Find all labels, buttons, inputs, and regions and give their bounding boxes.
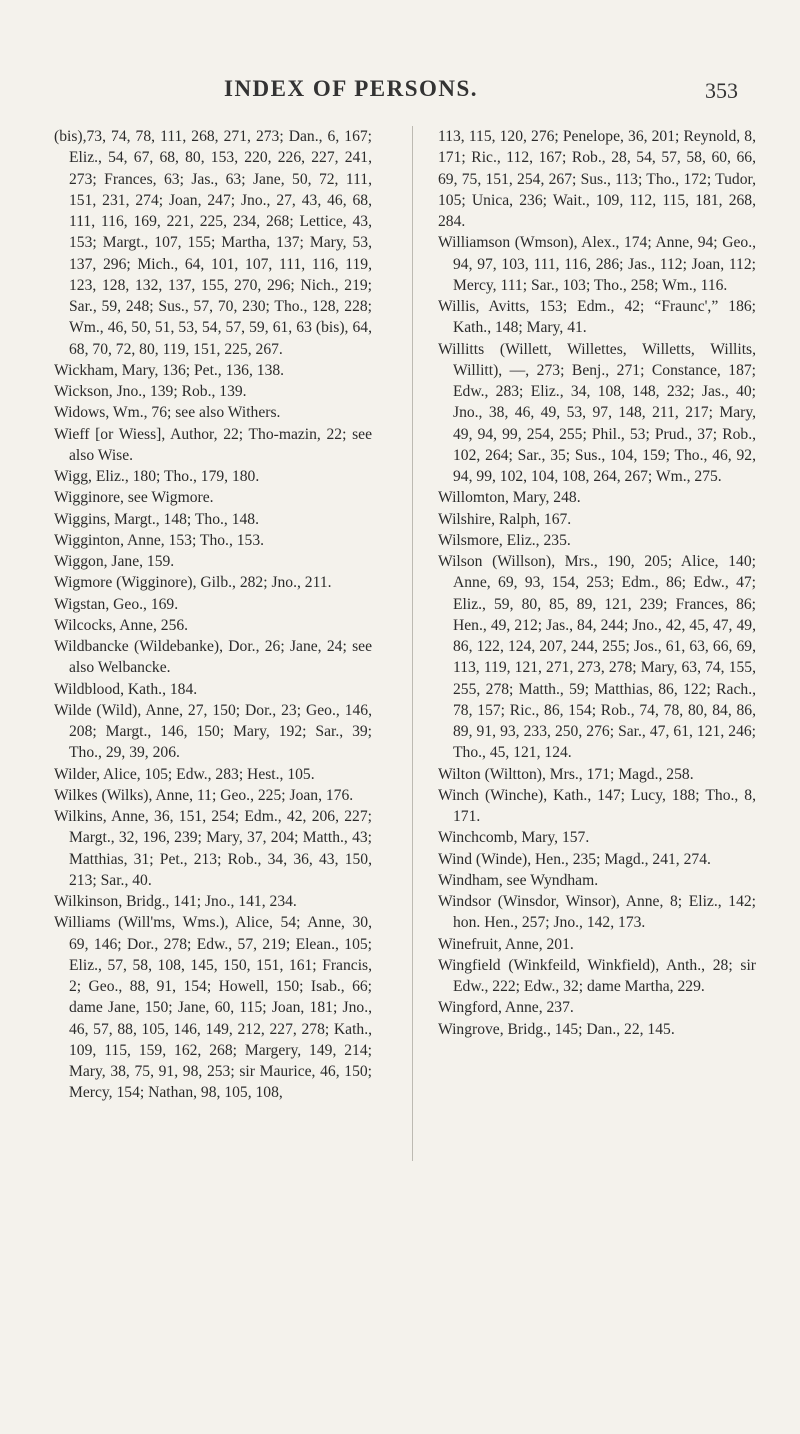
index-entry: Wilshire, Ralph, 167.: [438, 510, 572, 528]
index-entry: Windham, see Wyndham.: [438, 871, 599, 889]
index-entry: Wilkes (Wilks), Anne, 11; Geo., 225; Joan, 176.: [54, 786, 354, 804]
index-entry: Willomton, Mary, 248.: [438, 489, 581, 507]
index-column-left: [54, 126, 372, 1104]
index-entry: Widows, Wm., 76; see also Withers.: [54, 404, 281, 422]
index-entry: Wigstan, Geo., 169.: [54, 595, 179, 613]
index-entry: Willitts (Willett, Willettes, Willetts, Willits, Willitt), —, 273; Benj., 271; Constance, 187; Edw., 283; Eliz., 34, 108, 148, 232; Jas., 40; Jno., 38, 46, 49, 53, 97, 148, 211, 217; Mary, 49, 94, 99, 254, 255; Phil., 53; Prud., 37; Rob., 102, 264; Sar., 35; Sus., 104, 159; Tho., 46, 92, 94, 99, 102, 104, 108, 264, 267; Wm., 275.: [438, 340, 756, 485]
index-entry: Wilsmore, Eliz., 235.: [438, 531, 571, 549]
index-entry: Windsor (Winsdor, Winsor), Anne, 8; Eliz., 142; hon. Hen., 257; Jno., 142, 173.: [438, 893, 756, 932]
page-number: 353: [705, 78, 738, 103]
index-entry: Wigg, Eliz., 180; Tho., 179, 180.: [54, 468, 260, 485]
index-entry: Williams (Will'ms, Wms.), Alice, 54; Anne, 30, 69, 146; Dor., 278; Edw., 57, 219; Elean., 105; Eliz., 57, 58, 108, 145, 150, 151, 161; Francis, 2; Geo., 88, 91, 154; Howell, 150; Isab., 66; dame Jane, 150; Jane, 60, 115; Joan, 181; Jno., 46, 57, 88, 105, 146, 149, 212, 227, 278; Kath., 109, 115, 159, 162, 268; Margery, 149, 214; Mary, 38, 75, 91, 98, 253; sir Maurice, 46, 150; Mercy, 154; Nathan, 98, 105, 108,: [54, 914, 372, 1102]
index-entry: Williamson (Wmson), Alex., 174; Anne, 94; Geo., 94, 97, 103, 111, 116, 286; Jas., 112; Joan, 112; Mercy, 111; Sar., 103; Tho., 258; Wm., 116.: [438, 234, 756, 294]
running-head: [0, 76, 800, 116]
index-entry: Wigmore (Wigginore), Gilb., 282; Jno., 211.: [54, 574, 332, 592]
index-entry: Wiggon, Jane, 159.: [54, 553, 175, 570]
index-entry: Wildblood, Kath., 184.: [54, 680, 198, 698]
index-entry: Wickham, Mary, 136; Pet., 136, 138.: [54, 361, 285, 379]
index-entry: Wilkinson, Bridg., 141; Jno., 141, 234.: [54, 893, 297, 910]
index-entry: Wilcocks, Anne, 256.: [54, 616, 189, 634]
index-entry: Wilder, Alice, 105; Edw., 283; Hest., 105.: [54, 765, 315, 783]
index-entry: Wieff [or Wiess], Author, 22; Tho-mazin, 22; see also Wise.: [54, 425, 372, 464]
index-column-right: [438, 126, 756, 1040]
index-entry: Wigginore, see Wigmore.: [54, 489, 214, 507]
index-entry: 113, 115, 120, 276; Penelope, 36, 201; Reynold, 8, 171; Ric., 112, 167; Rob., 28, 54, 57, 58, 60, 66, 69, 75, 151, 254, 267; Sus., 113; Tho., 172; Tudor, 105; Unica, 236; Wait., 109, 112, 115, 181, 268, 284.: [438, 128, 756, 230]
index-entry: Winchcomb, Mary, 157.: [438, 829, 590, 847]
index-entry: Winch (Winche), Kath., 147; Lucy, 188; Tho., 8, 171.: [438, 786, 756, 825]
index-entry: Wingford, Anne, 237.: [438, 999, 574, 1017]
page-title: INDEX OF PERSONS.: [224, 76, 479, 101]
index-entry: Winefruit, Anne, 201.: [438, 935, 574, 953]
index-entry: (bis),73, 74, 78, 111, 268, 271, 273; Dan., 6, 167; Eliz., 54, 67, 68, 80, 153, 220, 226, 227, 241, 273; Frances, 63; Jas., 63; Jane, 50, 72, 111, 151, 231, 274; Joan, 247; Jno., 27, 43, 46, 68, 111, 116, 169, 221, 225, 234, 268; Lettice, 43, 153; Margt., 107, 155; Martha, 137; Mary, 53, 137, 296; Mich., 64, 101, 107, 111, 116, 119, 123, 128, 132, 137, 155, 270, 296; Nich., 219; Sar., 59, 248; Sus., 57, 70, 230; Tho., 128, 228; Wm., 46, 50, 51, 53, 54, 57, 59, 61, 63 (bis), 64, 68, 70, 72, 80, 119, 151, 225, 267.: [54, 128, 372, 358]
index-entry: Wilde (Wild), Anne, 27, 150; Dor., 23; Geo., 146, 208; Margt., 146, 150; Mary, 192; Sar., 39; Tho., 29, 39, 206.: [54, 701, 372, 762]
index-entry: Wingfield (Winkfeild, Winkfield), Anth., 28; sir Edw., 222; Edw., 32; dame Martha, 229.: [438, 956, 756, 995]
index-entry: Wickson, Jno., 139; Rob., 139.: [54, 383, 247, 400]
index-entry: Wilkins, Anne, 36, 151, 254; Edm., 42, 206, 227; Margt., 32, 196, 239; Mary, 37, 204; Matth., 43; Matthias, 31; Pet., 213; Rob., 34, 36, 43, 150, 213; Sar., 40.: [54, 808, 372, 889]
index-entry: Wilton (Wiltton), Mrs., 171; Magd., 258.: [438, 765, 694, 783]
column-divider: [412, 126, 413, 1161]
index-entry: Wingrove, Bridg., 145; Dan., 22, 145.: [438, 1020, 675, 1038]
index-entry: Wind (Winde), Hen., 235; Magd., 241, 274.: [438, 850, 711, 868]
index-entry: Wildbancke (Wildebanke), Dor., 26; Jane, 24; see also Welbancke.: [54, 638, 372, 677]
index-entry: Willis, Avitts, 153; Edm., 42; “Fraunc',” 186; Kath., 148; Mary, 41.: [438, 298, 756, 337]
index-entry: Wiggins, Margt., 148; Tho., 148.: [54, 510, 259, 528]
index-entry: Wilson (Willson), Mrs., 190, 205; Alice, 140; Anne, 69, 93, 154, 253; Edm., 86; Edw., 47; Eliz., 59, 80, 85, 89, 121, 239; Frances, 86; Hen., 49, 212; Jas., 84, 244; Jno., 42, 45, 47, 49, 86, 122, 124, 207, 244, 255; Jos., 61, 63, 66, 69, 113, 119, 121, 271, 273, 278; Mary, 63, 74, 155, 255, 278; Matth., 59; Matthias, 86, 122; Rach., 78, 157; Ric., 86, 154; Rob., 74, 78, 80, 84, 86, 89, 91, 93, 233, 250, 276; Sar., 47, 61, 121, 246; Tho., 45, 121, 124.: [438, 553, 756, 762]
index-entry: Wigginton, Anne, 153; Tho., 153.: [54, 531, 265, 549]
